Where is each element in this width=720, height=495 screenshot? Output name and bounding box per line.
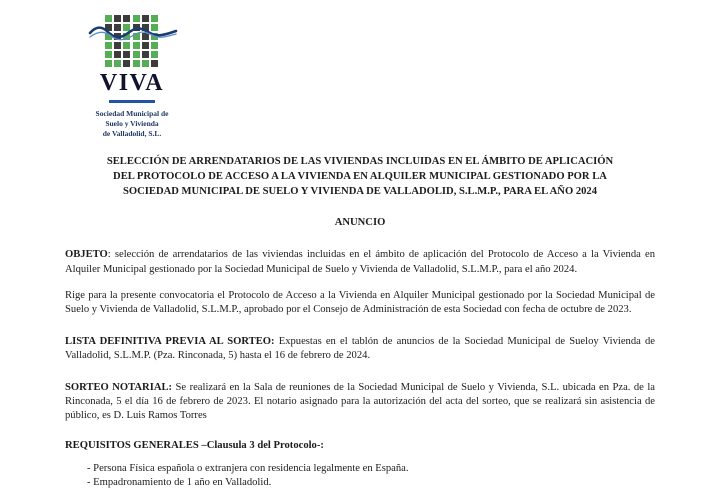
logo-square: [123, 51, 130, 58]
paragraph-text: : selección de arrendatarios de las viviendas incluidas en el ámbito de aplicación del Protocolo de Acceso a la Vivienda en Alquiler Municipal gestionado por la Sociedad Municipal de Suelo y Vivienda de Valladolid, S.L.M.P., para el año 2024.: [65, 249, 655, 275]
logo-subtitle-line: Sociedad Municipal de: [95, 109, 169, 119]
logo-square: [133, 51, 140, 58]
viva-logo-grid-wrap: [105, 15, 160, 67]
logo-square: [142, 15, 149, 22]
viva-logo: [82, 15, 182, 140]
logo-square: [105, 51, 112, 58]
logo-subtitle-line: de Valladolid, S.L.: [102, 129, 162, 139]
document-page: [0, 15, 720, 495]
document-content: [0, 154, 720, 491]
paragraph-label: SORTEO NOTARIAL:: [65, 381, 173, 393]
logo-square: [133, 15, 140, 22]
paragraph-label: OBJETO: [65, 249, 108, 261]
paragraph-protocolo: [65, 289, 655, 317]
logo-square: [114, 51, 121, 58]
logo-square: [151, 60, 158, 67]
logo-square: [151, 15, 158, 22]
document-title: SELECCIÓN DE ARRENDATARIOS DE LAS VIVIENDAS INCLUIDAS EN EL ÁMBITO DE APLICACIÓN DEL PROTOCOLO DE ACCESO A LA VIVIENDA EN ALQUILER MUNICIPAL GESTIONADO POR LA SOCIEDAD MUNICIPAL DE SUELO Y VIVIENDA DE VALLADOLID, S.L.M.P., PARA EL AÑO 2024: [106, 155, 614, 198]
requirement-item: - Persona Física española o extranjera con residencia legalmente en España.: [87, 463, 409, 474]
logo-square: [105, 60, 112, 67]
logo-square: [114, 15, 121, 22]
logo-square: [114, 60, 121, 67]
requirement-item: - Empadronamiento de 1 año en Valladolid.: [87, 477, 272, 489]
logo-wave-icon: [90, 23, 176, 43]
logo-square: [123, 60, 130, 67]
logo-subtitle: [96, 109, 169, 139]
paragraph-text: Expuestas en el tablón de anuncios de la Sociedad Municipal de Sueloy Vivienda de Valladolid, S.L.M.P. (Pza. Rinconada, 5) hasta el 16 de febrero de 2024.: [65, 335, 655, 361]
logo-subtitle-line: Suelo y Vivienda: [105, 119, 159, 129]
logo-square: [151, 51, 158, 58]
announcement-heading: ANUNCIO: [334, 216, 386, 228]
paragraph-lista-definitiva: [65, 335, 655, 363]
requirements-list: [65, 462, 655, 490]
logo-brand-text: VIVA: [99, 70, 165, 96]
logo-rule: [109, 100, 155, 103]
logo-square: [105, 15, 112, 22]
paragraph-text: Rige para la presente convocatoria el Protocolo de Acceso a la Vivienda en Alquiler Municipal gestionado por la Sociedad Municipal de Suelo y Vivienda de Valladolid, S.L.M.P., aprobado por el Consejo de Administración de esta Sociedad con fecha de octubre de 2023.: [65, 289, 655, 315]
logo-square: [133, 60, 140, 67]
logo-square: [142, 60, 149, 67]
logo-square: [123, 15, 130, 22]
paragraph-text: Se realizará en la Sala de reuniones de la Sociedad Municipal de Suelo y Vivienda, S.L. ubicada en Pza. de la Rinconada, 5 el día 16 de febrero de 2023. El notario asignado para la autorización del acta del sorteo, que se realizará sin asistencia de público, es D. Luis Ramos Torres: [65, 381, 655, 422]
paragraph-objeto: [65, 248, 655, 276]
paragraph-label: LISTA DEFINITIVA PREVIA AL SORTEO:: [65, 335, 275, 347]
logo-square: [142, 51, 149, 58]
requisitos-heading: REQUISITOS GENERALES –Clausula 3 del Protocolo-:: [65, 440, 324, 452]
paragraph-sorteo-notarial: [65, 381, 655, 423]
